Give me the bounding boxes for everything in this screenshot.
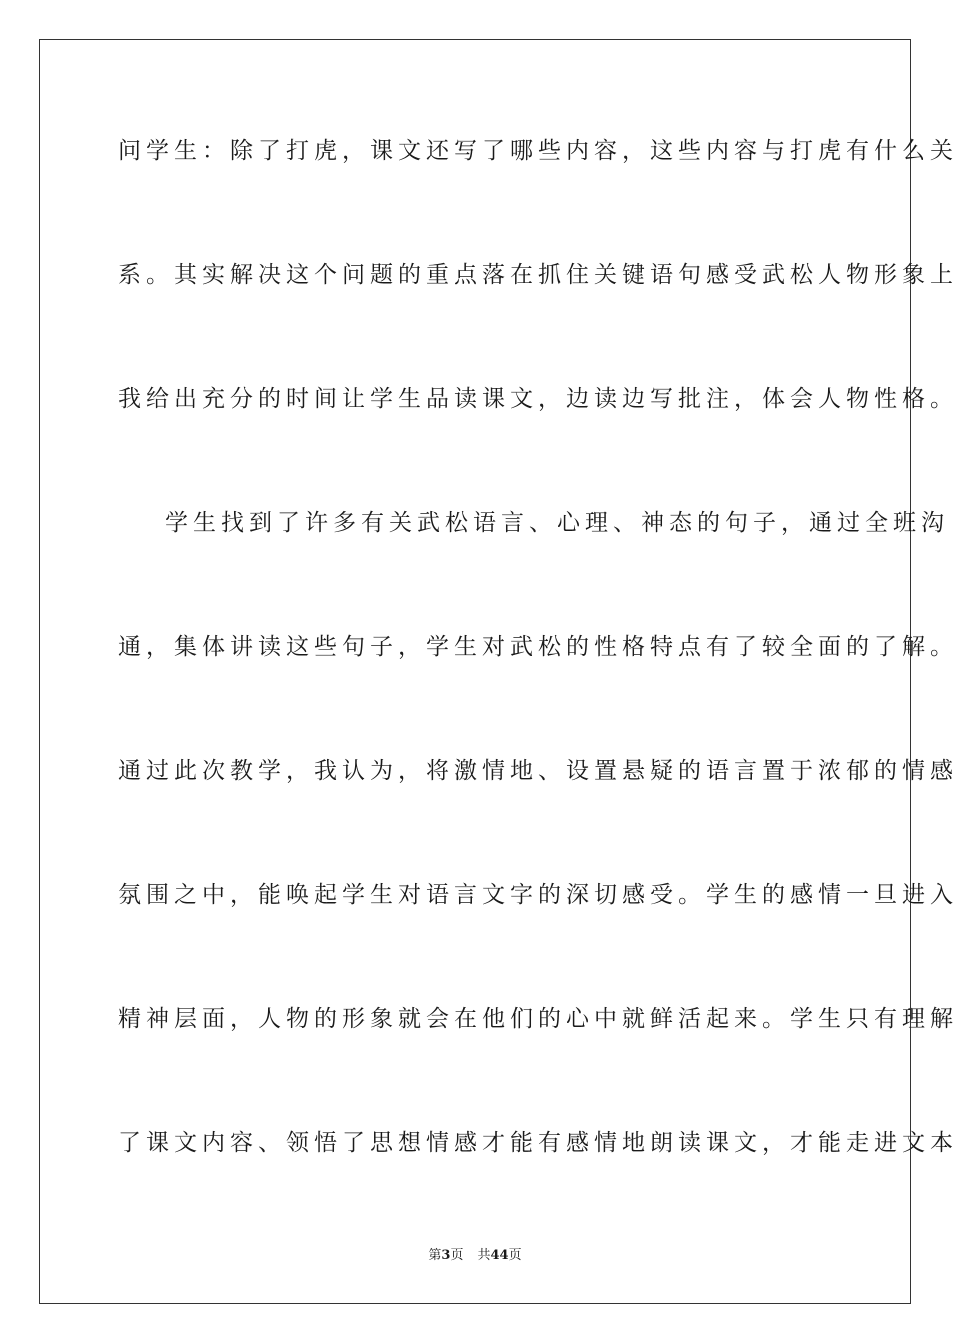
text-line-4-paragraph-start: 学生找到了许多有关武松语言、心理、神态的句子，通过全班沟	[165, 510, 949, 536]
text-line-5: 通，集体讲读这些句子，学生对武松的性格特点有了较全面的了解。	[118, 634, 958, 660]
total-pages: 44	[490, 1248, 509, 1263]
page-footer	[0, 1247, 950, 1265]
total-suffix: 页	[508, 1248, 522, 1263]
text-line-8: 精神层面，人物的形象就会在他们的心中就鲜活起来。学生只有理解	[118, 1006, 958, 1032]
page-number: 3	[441, 1248, 451, 1263]
page-prefix: 第	[428, 1248, 442, 1263]
page-border	[39, 39, 958, 1304]
text-line-7: 氛围之中，能唤起学生对语言文字的深切感受。学生的感情一旦进入	[118, 882, 958, 908]
text-line-1: 问学生：除了打虎，课文还写了哪些内容，这些内容与打虎有什么关	[118, 138, 958, 164]
total-prefix: 共	[477, 1248, 491, 1263]
page-suffix: 页	[450, 1248, 464, 1263]
text-line-3: 我给出充分的时间让学生品读课文，边读边写批注，体会人物性格。	[118, 386, 958, 412]
text-line-2: 系。其实解决这个问题的重点落在抓住关键语句感受武松人物形象上	[118, 262, 958, 288]
text-line-6: 通过此次教学，我认为，将激情地、设置悬疑的语言置于浓郁的情感	[118, 758, 958, 784]
text-line-9: 了课文内容、领悟了思想情感才能有感情地朗读课文，才能走进文本	[118, 1130, 958, 1156]
